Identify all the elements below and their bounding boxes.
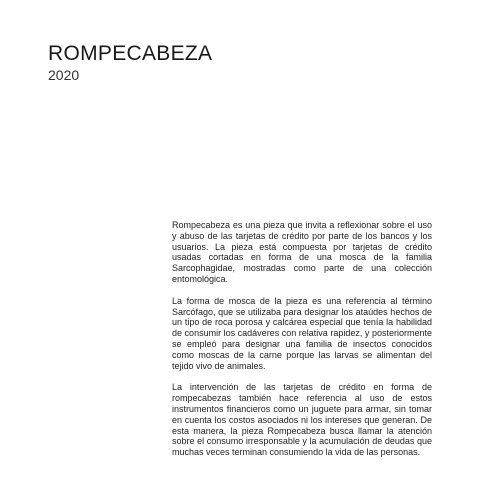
paragraph-3: La intervención de las tarjetas de crédito en forma de rompecabezas también hace referencia al uso de estos instrumentos financieros como un juguete para armar, sin tomar en cuenta los costos asociados ni los intereses que generan. De esta manera, la pieza Rompecabeza busca llamar la atención sobre el consumo irresponsable y la acumulación de deudas que muchas veces terminan consumiendo la vida de las personas.: [172, 382, 432, 458]
paragraph-1: Rompecabeza es una pieza que invita a reflexionar sobre el uso y abuso de las tarjetas de crédito por parte de los bancos y los usuarios. La pieza está compuesta por tarjetas de crédito usadas cortadas en forma de una mosca de la familia Sarcophagidae, mostradas como parte de una colección entomológica.: [172, 220, 432, 284]
page-header: [48, 42, 212, 84]
page-title: ROMPECABEZA: [48, 42, 213, 65]
page-year: 2020: [48, 67, 80, 83]
paragraph-2: La forma de mosca de la pieza es una referencia al término Sarcófago, que se utilizaba para designar los ataúdes hechos de un tipo de roca porosa y calcárea especial que tenía la habilidad de consumir los cadáveres con relativa rapidez, y posteriormente se empleó para designar una familia de insectos conocidos como moscas de la carne porque las larvas se alimentan del tejido vivo de animales.: [172, 295, 432, 371]
description-text: [172, 220, 432, 469]
